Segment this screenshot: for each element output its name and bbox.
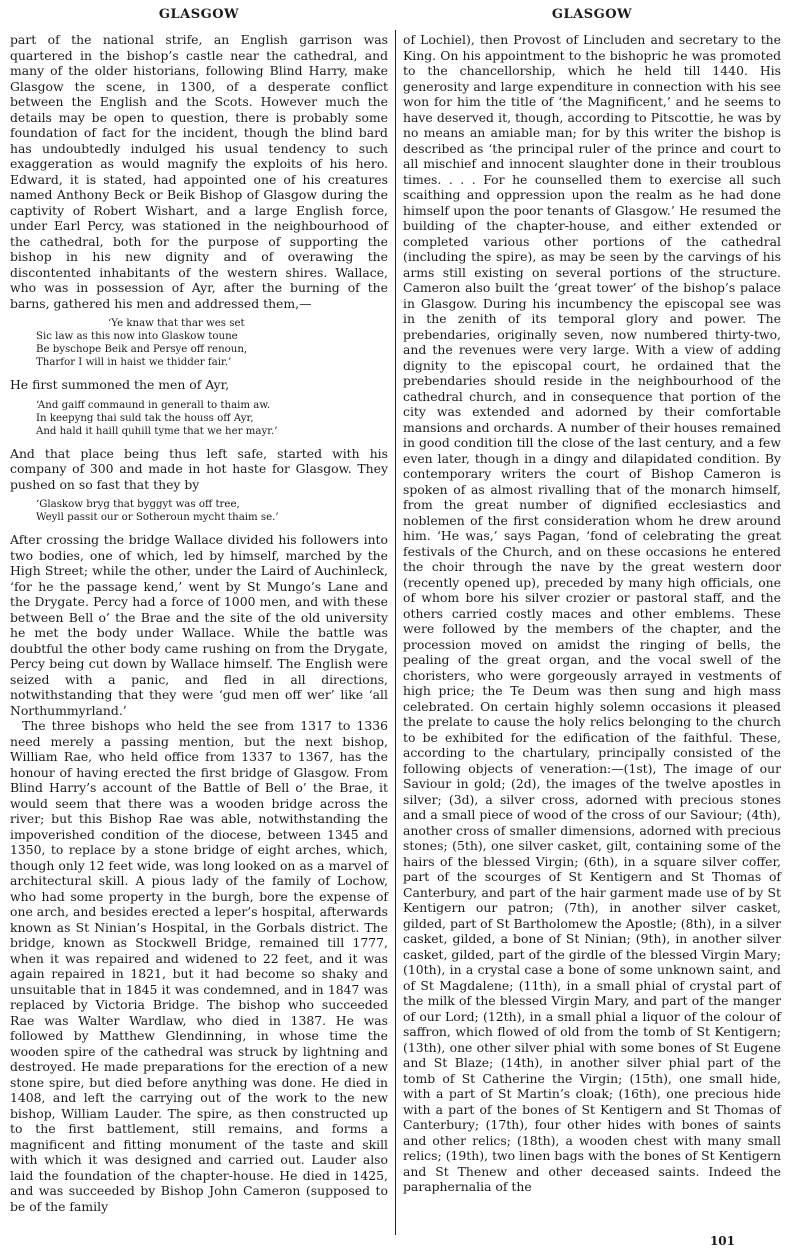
page-number: 101 [709, 1234, 735, 1248]
verse-line: ‘Ye knaw that thar wes set [108, 318, 245, 329]
right-paragraph-1: of Lochiel), then Provost of Lincluden and secretary to the King. On his appointment to the bishopric he was promoted to the chancellorship, which he held till 1440. His generosity and large expenditure in connection with his see won for him the title of ‘the Magnificent,’ and he seems to have deserved it, though, according to Pitscottie, he was by no means an amiable man; for by this writer the bishop is described as ‘the principal ruler of the prince and court to all mischief and innocent slaughter done in their troublous times. . . . For he counselled them to exercise all such scaithing and oppression upon the realm as he had done himself upon the poor tenants of Glasgow.’ He resumed the building of the chapter-house, and either extended or completed various other portions of the cathedral (including the spire), as may be seen by the carvings of his arms still existing on several portions of the structure. Cameron also built the ‘great tower’ of the bishop’s palace in Glasgow. During his incumbency the episcopal see was in the zenith of its temporal glory and power. The prebendaries, originally seven, now numbered thirty-two, and the revenues were very large. With a view of adding dignity to the episcopal court, he ordained that the prebendaries should reside in the neighbourhood of the cathedral church, and in consequence that portion of the city was extended and adorned by their comfortable mansions and orchards. A number of their houses remained in good condition till the close of the last century, and a few even later, though in a dingy and dilapidated condition. By contemporary writers the court of Bishop Cameron is spoken of as almost rivalling that of the monarch himself, from the great number of dignified ecclesiastics and noblemen of the first consideration whom he drew around him. ‘He was,’ says Pagan, ‘fond of celebrating the great festivals of the Church, and on these occasions he entered the choir through the nave by the great western door (recently opened up), preceded by many high officials, one of whom bore his silver crozier or pastoral staff, and the others carried costly maces and other emblems. These were followed by the members of the chapter, and the procession moved on amidst the ringing of bells, the pealing of the great organ, and the vocal swell of the choristers, who were gorgeously arrayed in vestments of high price; the Te Deum was then sung and high mass celebrated. On certain highly solemn occasions it pleased the prelate to cause the holy relics belonging to the church to be exhibited for the edification of the faithful. These, according to the chartulary, principally consisted of the following objects of veneration:—(1st), The image of our Saviour in gold; (2d), the images of the twelve apostles in silver; (3d), a silver cross, adorned with precious stones and a small piece of wood of the cross of our Saviour; (4th), another cross of smaller dimensions, adorned with precious stones; (5th), one silver casket, gilt, containing some of the hairs of the blessed Virgin; (6th), in a square silver coffer, part of the scourges of St Kentigern and St Thomas of Canterbury, and part of the hair garment made use of by St Kentigern our patron; (7th), in another silver casket, gilded, part of St Bartholomew the Apostle; (8th), in a silver casket, gilded, a bone of St Ninian; (9th), in another silver casket, gilded, part of the girdle of the blessed Virgin Mary; (10th), in a crystal case a bone of some unknown saint, and of St Magdalene; (11th), in a small phial of crystal part of the milk of the blessed Virgin Mary, and part of the manger of our Lord; (12th), in a small phial a liquor of the colour of saffron, which flowed of old from the tomb of St Kentigern; (13th), one other silver phial with some bones of St Eugene and St Blaze; (14th), in another silver phial part of the tomb of St Catherine the Virgin; (15th), one small hide, with a part of St Martin’s cloak; (16th), one precious hide with a part of the bones of St Kentigern and St Thomas of Canterbury; (17th), four other hides with bones of saints and other relics; (18th), a wooden chest with many small relics; (19th), two linen bags with the bones of St Kentigern and St Thenew and other deceased saints. Indeed the paraphernalia of the [403, 32, 781, 1194]
verse-line: ‘And gaiff commaund in generall to thaim aw. [36, 399, 271, 411]
left-paragraph-5: The three bishops who held the see from 1317 to 1336 need merely a passing mention, but the next bishop, William Rae, who held office from 1337 to 1367, has the honour of having erected the first bridge of Glasgow. From Blind Harry’s account of the Battle of Bell o’ the Brae, it would seem that there was a wooden bridge across the river; but this Bishop Rae was able, notwithstanding the impoverished condition of the diocese, between 1345 and 1350, to replace by a stone bridge of eight arches, which, though only 12 feet wide, was long looked on as a marvel of architectural skill. A pious lady of the family of Lochow, who had some property in the burgh, bore the expense of one arch, and besides erected a leper’s hospital, afterwards known as St Ninian’s Hospital, in the Gorbals district. The bridge, known as Stockwell Bridge, remained till 1777, when it was repaired and widened to 22 feet, and it was again repaired in 1821, but it had become so shaky and unsuitable that in 1845 it was condemned, and in 1847 was replaced by Victoria Bridge. The bishop who succeeded Rae was Walter Wardlaw, who died in 1387. He was followed by Matthew Glendinning, in whose time the wooden spire of the cathedral was struck by lightning and destroyed. He made preparations for the erection of a new stone spire, but died before anything was done. He died in 1408, and left the carrying out of the work to the new bishop, William Lauder. The spire, as then constructed up to the first battlement, still remains, and forms a magnificent and fitting monument of the taste and skill with which it was designed and carried out. Lauder also laid the foundation of the chapter-house. He died in 1425, and was succeeded by Bishop John Cameron (supposed to be of the family [10, 718, 388, 1214]
column-divider [395, 30, 396, 1235]
left-paragraph-1: part of the national strife, an English garrison was quartered in the bishop’s castle near the cathedral, and many of the older historians, following Blind Harry, make Glasgow the scene, in 1300, of a desperate conflict between the English and the Scots. However much the details may be open to question, there is probably some foundation of fact for the incident, though the blind bard has undoubtedly indulged his usual tendency to such exaggeration as would magnify the exploits of his hero. Edward, it is stated, had appointed one of his creatures named Anthony Beck or Beik Bishop of Glasgow during the captivity of Robert Wishart, and a large English force, under Earl Percy, was stationed in the neighbourhood of the cathedral, both for the purpose of supporting the bishop in his new dignity and of overawing the discontented inhabitants of the western shires. Wallace, who was in possession of Ayr, after the burning of the barns, gathered his men and addressed them,— [10, 32, 388, 311]
verse-line: ‘Glaskow bryg that byggyt was off tree, [36, 499, 240, 510]
left-column [10, 6, 388, 1214]
running-head-left: GLASGOW [158, 7, 240, 22]
verse-quote-2 [10, 399, 388, 438]
verse-line: Weyll passit our or Sotheroun mycht thaim se.’ [36, 512, 279, 523]
left-paragraph-4: After crossing the bridge Wallace divided his followers into two bodies, one of which, led by himself, marched by the High Street; while the other, under the Laird of Auchinleck, ‘for he the passage kend,’ went by St Mungo’s Lane and the Drygate. Percy had a force of 1000 men, and with these between Bell o’ the Brae and the site of the old university he met the body under Wallace. While the battle was doubtful the other body came rushing on from the Drygate, Percy being cut down by Wallace himself. The English were seized with a panic, and fled in all directions, notwithstanding that they were ‘gud men off wer’ like ‘all Northummyrland.’ [10, 532, 388, 718]
verse-line: In keepyng thai suld tak the houss off Ayr, [36, 412, 254, 424]
left-paragraph-2: He first summoned the men of Ayr, [10, 377, 230, 392]
verse-line: Tharfor I will in haist we thidder fair.’ [36, 357, 232, 368]
right-column [403, 6, 781, 1195]
verse-quote-3 [10, 498, 388, 524]
running-head-right: GLASGOW [551, 7, 633, 22]
left-paragraph-3: And that place being thus left safe, started with his company of 300 and made in hot haste for Glasgow. They pushed on so fast that they by [10, 445, 388, 492]
verse-line: Sic law as this now into Glaskow toune [36, 331, 238, 342]
verse-line: And hald it haill quhill tyme that we her mayr.’ [36, 425, 278, 437]
verse-quote-1 [10, 317, 388, 369]
verse-line: Be byschope Beik and Persye off renoun, [36, 344, 248, 355]
